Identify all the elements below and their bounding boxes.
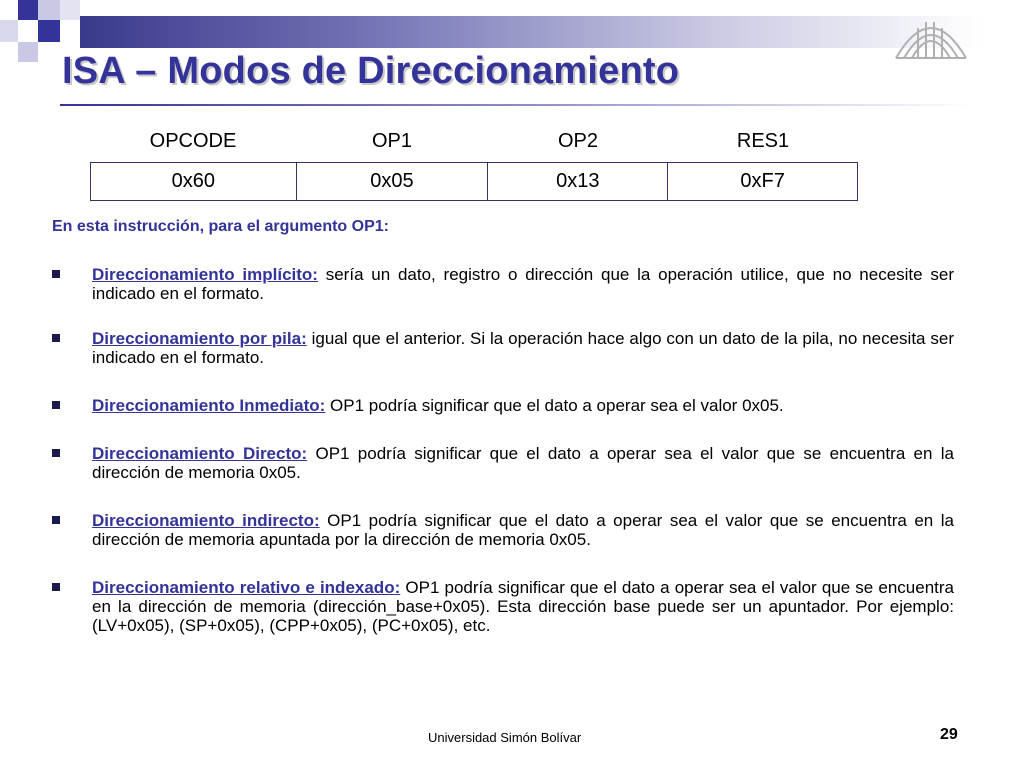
list-item xyxy=(92,444,954,482)
format-cell-opcode: 0x60 xyxy=(91,163,297,201)
bullet-icon xyxy=(52,401,60,409)
bullet-text: igual que el anterior. Si la operación hace algo con un dato de la pila, no necesita ser indicado en el formato. xyxy=(92,329,954,367)
list-item xyxy=(92,578,954,635)
slide-title: ISA – Modos de Direccionamiento xyxy=(62,50,680,92)
bullet-icon xyxy=(52,334,60,342)
decor-square xyxy=(38,20,60,42)
format-header-opcode: OPCODE xyxy=(149,130,237,152)
decor-square xyxy=(18,0,38,20)
title-gradient-bar xyxy=(80,16,980,48)
bullet-icon xyxy=(52,583,60,591)
bullet-term: Direccionamiento Directo: xyxy=(92,444,308,463)
title-underline xyxy=(60,104,970,106)
bullet-icon xyxy=(52,516,60,524)
format-header-op2: OP2 xyxy=(557,130,599,152)
table-row xyxy=(91,163,858,201)
bullet-term: Direccionamiento Inmediato: xyxy=(92,396,326,415)
page-number: 29 xyxy=(940,726,958,743)
list-item xyxy=(92,396,954,415)
bullet-term: Direccionamiento por pila: xyxy=(92,329,307,348)
university-logo-icon xyxy=(888,8,974,66)
list-item xyxy=(92,329,954,367)
format-header-res1: RES1 xyxy=(736,130,790,152)
bullet-text: OP1 podría significar que el dato a operar sea el valor que se encuentra en la dirección de memoria (dirección_base+0x05). Esta dirección base puede ser un apuntador. Por ejemplo: (LV+0x05), (SP+0x05), (CPP+0x05), (PC+0x05), etc. xyxy=(92,578,955,635)
bullet-icon xyxy=(52,449,60,457)
decor-square xyxy=(38,0,60,20)
intro-text: En esta instrucción, para el argumento OP1: xyxy=(52,218,389,235)
bullet-term: Direccionamiento implícito: xyxy=(92,265,318,284)
decor-square xyxy=(0,20,18,42)
bullet-text: OP1 podría significar que el dato a operar sea el valor que se encuentra en la dirección de memoria apuntada por la dirección de memoria 0x05. xyxy=(92,511,954,549)
list-item xyxy=(92,265,954,303)
bullet-text: sería un dato, registro o dirección que la operación utilice, que no necesite ser indicado en el formato. xyxy=(92,265,954,303)
bullet-text: OP1 podría significar que el dato a operar sea el valor que se encuentra en la dirección de memoria 0x05. xyxy=(92,444,954,482)
decor-square xyxy=(60,0,80,20)
bullet-term: Direccionamiento relativo e indexado: xyxy=(92,578,401,597)
list-item xyxy=(92,511,954,549)
decor-square xyxy=(18,42,38,62)
footer-institution: Universidad Simón Bolívar xyxy=(428,730,582,745)
bullet-text: OP1 podría significar que el dato a operar sea el valor 0x05. xyxy=(325,396,784,415)
instruction-format-table xyxy=(90,162,858,201)
bullet-icon xyxy=(52,270,60,278)
format-headers xyxy=(90,130,858,156)
format-header-op1: OP1 xyxy=(371,130,413,152)
format-cell-op1: 0x05 xyxy=(296,163,488,201)
bullet-term: Direccionamiento indirecto: xyxy=(92,511,320,530)
format-cell-op2: 0x13 xyxy=(488,163,668,201)
format-cell-res1: 0xF7 xyxy=(668,163,858,201)
